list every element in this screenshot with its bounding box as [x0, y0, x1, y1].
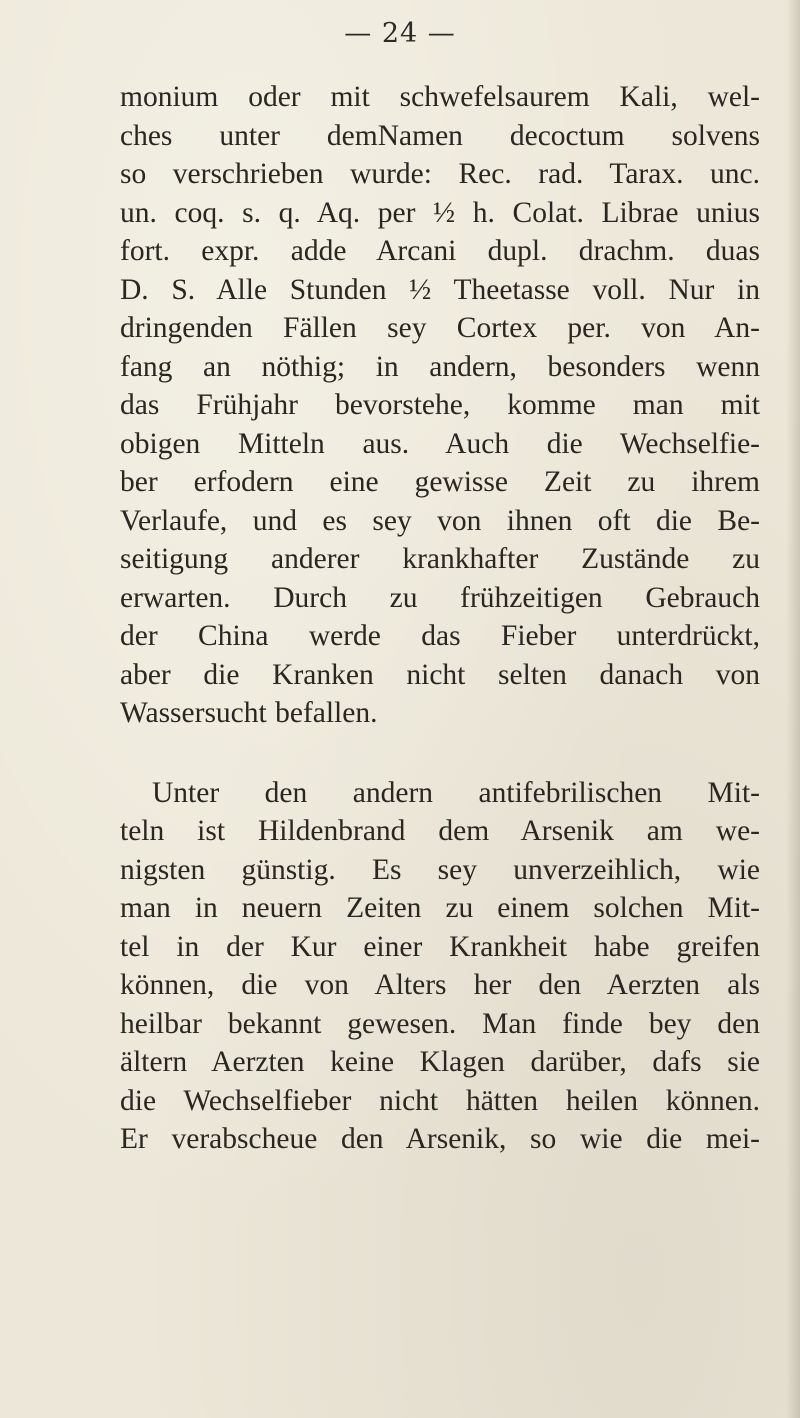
text-line: die Wechselfieber nicht hätten heilen können.	[120, 1084, 760, 1117]
text-line: man in neuern Zeiten zu einem solchen Mit-	[120, 892, 760, 924]
text-line: das Frühjahr bevorstehe, komme man mit	[120, 389, 760, 421]
text-line: seitigung anderer krankhafter Zustände zu	[120, 543, 760, 575]
text-line: teln ist Hildenbrand dem Arsenik am we-	[120, 815, 760, 847]
text-line: können, die von Alters her den Aerzten als	[120, 969, 760, 1001]
text-line: fort. expr. adde Arcani dupl. drachm. duas	[120, 235, 760, 267]
text-line: heilbar bekannt gewesen. Man finde bey den	[120, 1007, 760, 1040]
text-line: fang an nöthig; in andern, besonders wenn	[120, 350, 760, 383]
paragraph-1	[120, 78, 760, 733]
text-line: so verschrieben wurde: Rec. rad. Tarax. unc.	[120, 158, 760, 190]
text-line: Verlaufe, und es sey von ihnen oft die Be-	[120, 504, 760, 537]
text-line: dringenden Fällen sey Cortex per. von An-	[120, 312, 760, 344]
text-line: ber erfodern eine gewisse Zeit zu ihrem	[120, 466, 760, 498]
paragraph-2	[120, 774, 760, 1159]
page-number: — 24 —	[344, 18, 456, 49]
paragraph-gap	[120, 733, 760, 774]
text-line: nigsten günstig. Es sey unverzeihlich, wie	[120, 853, 760, 886]
text-line: der China werde das Fieber unterdrückt,	[120, 620, 760, 652]
text-line: ches unter demNamen decoctum solvens	[120, 119, 760, 152]
text-line: Er verabscheue den Arsenik, so wie die mei-	[120, 1123, 760, 1155]
page-edge-shadow	[786, 0, 800, 1418]
text-line: D. S. Alle Stunden ½ Theetasse voll. Nur in	[120, 273, 760, 306]
text-line: obigen Mitteln aus. Auch die Wechselfie-	[120, 427, 760, 460]
text-line: monium oder mit schwefelsaurem Kali, wel-	[120, 81, 760, 113]
text-line: un. coq. s. q. Aq. per ½ h. Colat. Librae unius	[120, 196, 760, 229]
body-text	[120, 78, 760, 1159]
text-line: Wassersucht befallen.	[120, 697, 378, 729]
text-line: tel in der Kur einer Krankheit habe greifen	[120, 930, 760, 963]
text-line: ältern Aerzten keine Klagen darüber, dafs sie	[120, 1046, 760, 1078]
text-line: Unter den andern antifebrilischen Mit-	[152, 776, 760, 809]
text-line: erwarten. Durch zu frühzeitigen Gebrauch	[120, 581, 760, 614]
text-line: aber die Kranken nicht selten danach von	[120, 658, 760, 691]
